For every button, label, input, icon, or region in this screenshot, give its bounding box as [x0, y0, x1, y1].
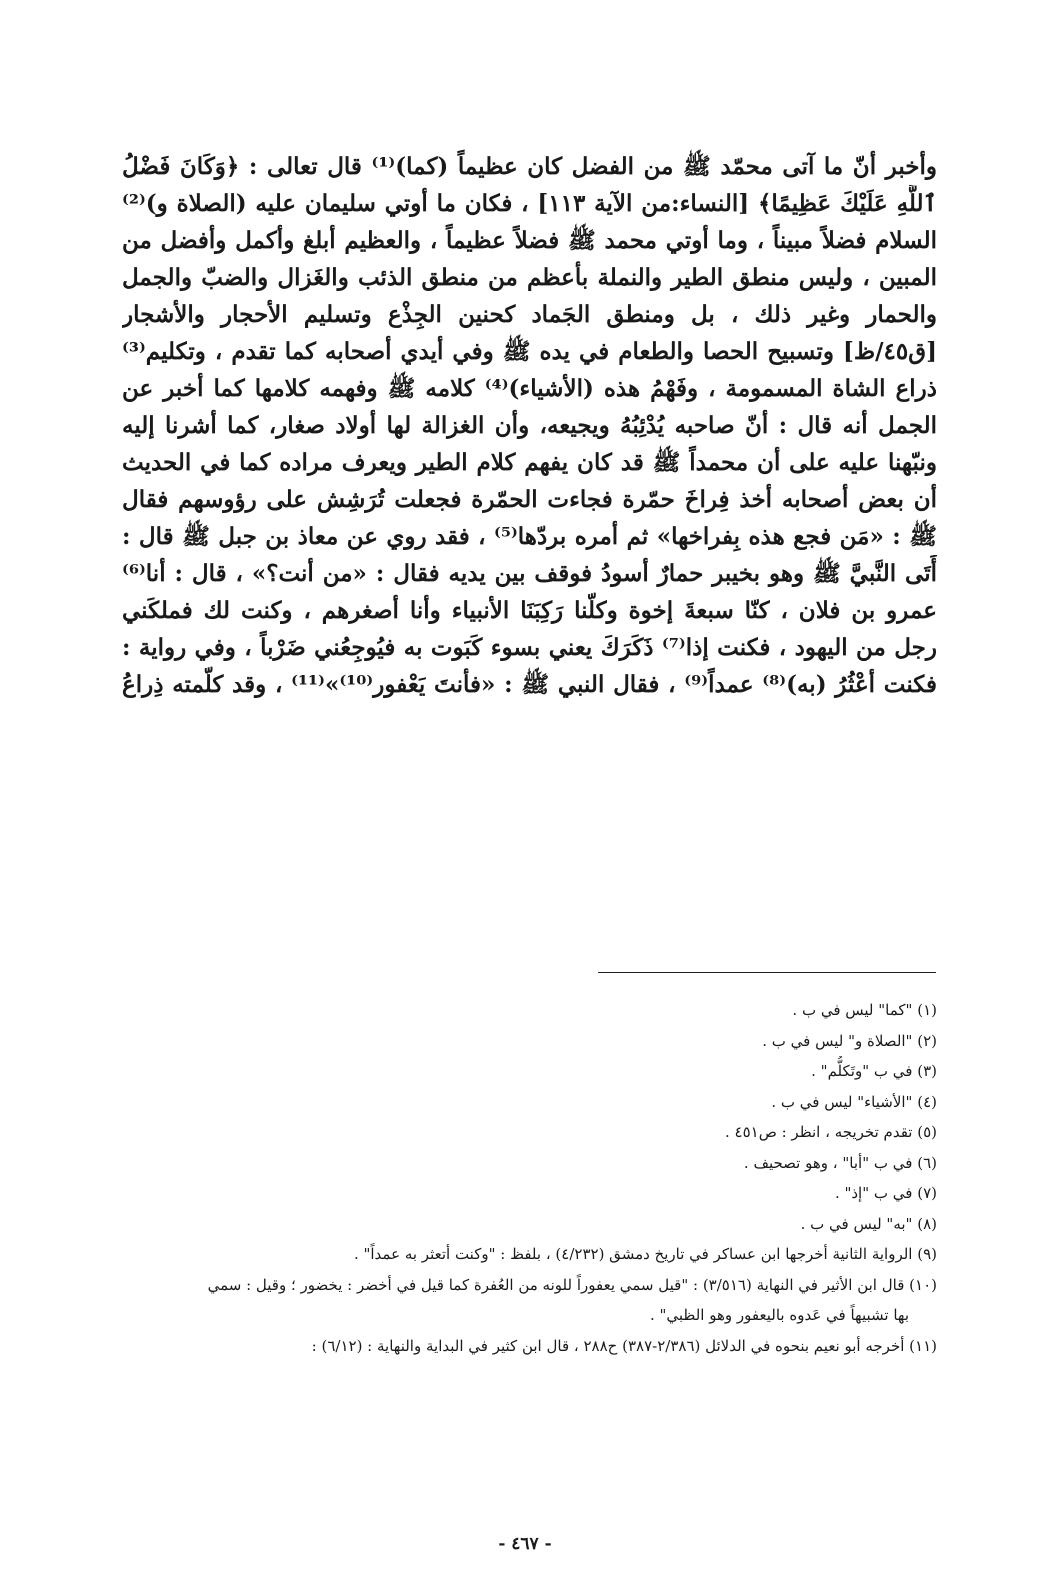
main-text-line: والحمار وغير ذلك ، بل ومنطق الجَماد كحنين الجِذْع وتسليم الأحجار والأشجار	[122, 301, 937, 328]
main-text-line: وأخبر أنّ ما آتى محمّد ﷺ من الفضل كان عظيماً (كما)⁽¹⁾ قال تعالى : ﴿وَكَانَ فَضْلُ	[122, 153, 937, 180]
footnote: (٩) الرواية الثانية أخرجها ابن عساكر في تاريخ دمشق (٤/٢٣٢) ، بلفظ : "وكنت أتعثر به عمداً" .	[353, 1245, 937, 1263]
footnote-divider	[598, 972, 936, 973]
footnote: (١) "كما" ليس في ب .	[792, 1001, 937, 1019]
main-text-line: رجل من اليهود ، فكنت إذا⁽⁷⁾ ذَكَرَكَ يعني بسوء كَبَوت به فيُوجِعُني ضَرْباً ، وفي رواية :	[122, 634, 937, 661]
footnote: (٢) "الصلاة و" ليس في ب .	[762, 1031, 937, 1050]
footnote: (١١) أخرجه أبو نعيم بنحوه في الدلائل (٢/٣٨٦-٣٨٧) ح٢٨٨ ، قال ابن كثير في البداية والنهاية : (٦/١٢) :	[311, 1336, 937, 1355]
main-text-line: المبين ، وليس منطق الطير والنملة بأعظم من منطق الذئب والغَزال والضبّ والجمل	[122, 264, 937, 291]
footnote: (٨) "به" ليس في ب .	[800, 1214, 937, 1233]
footnote: (٣) في ب "وتَكلُّم" .	[811, 1062, 937, 1080]
main-text-block	[122, 148, 937, 703]
footnote: (٥) تقدم تخريجه ، انظر : ص٤٥١ .	[724, 1123, 937, 1141]
main-text-line: الجمل أنه قال : أنّ صاحبه يُدْئِبُهُ ويجيعه، وأن الغزالة لها أولاد صغار، كما أشرنا إليه	[122, 412, 937, 439]
footnote: (١٠) قال ابن الأثير في النهاية (٣/٥١٦) : "قيل سمي يعفوراً للونه من العُفرة كما قيل في أخضر : يخضور ؛ وقيل : سمي	[207, 1275, 937, 1294]
main-text-line: أَتَى النَّبيَّ ﷺ وهو بخيبر حمارٌ أسودُ فوقف بين يديه فقال : «من أنت؟» ، قال : أنا⁽⁶⁾	[122, 560, 937, 587]
footnote: (٤) "الأشياء" ليس في ب .	[771, 1092, 937, 1111]
main-text-line: ذراع الشاة المسمومة ، وفَهْمُ هذه (الأشياء)⁽⁴⁾ كلامه ﷺ وفهمه كلامها كما أخبر عن	[122, 375, 937, 402]
page-number: - ٤٦٧ -	[498, 1534, 552, 1554]
footnotes-block	[122, 995, 937, 1361]
main-text-line: السلام فضلاً مبيناً ، وما أوتي محمد ﷺ فضلاً عظيماً ، والعظيم أبلغ وأكمل وأفضل من	[122, 227, 937, 254]
footnote: (٧) في ب "إذ" .	[834, 1184, 937, 1202]
main-text-line: ونبّهنا عليه على أن محمداً ﷺ قد كان يفهم كلام الطير ويعرف مراده كما في الحديث	[122, 449, 937, 476]
footnote-continuation: بها تشبيهاً في عَدوه باليعفور وهو الظبي" .	[649, 1306, 909, 1324]
main-text-line: فكنت أعْثُرُ (به)⁽⁸⁾ عمداً⁽⁹⁾ ، فقال النبي ﷺ : «فأنتَ يَعْفور⁽¹⁰⁾»⁽¹¹⁾ ، وقد كلّمته ذِراعُ	[122, 671, 937, 698]
footnote: (٦) في ب "أبا" ، وهو تصحيف .	[743, 1153, 937, 1172]
main-text-line: عمرو بن فلان ، كنّا سبعةَ إخوة وكلّنا رَكِبَنَا الأنبياء وأنا أصغرهم ، وكنت لك فملكَني	[122, 597, 937, 624]
main-text-line: أن بعض أصحابه أخذ فِراخَ حمّرة فجاءت الحمّرة فجعلت تُرَشِش على رؤوسهم فقال	[122, 486, 937, 513]
main-text-line: ﷺ : «مَن فجع هذه بِفراخها» ثم أمره بردّها⁽⁵⁾ ، فقد روي عن معاذ بن جبل ﷺ قال :	[122, 523, 937, 550]
main-text-line: ٱللَّهِ عَلَيْكَ عَظِيمًا﴾ [النساء:من الآية ١١٣] ، فكان ما أوتي سليمان عليه (الصلاة و)⁽²⁾	[122, 190, 937, 217]
main-text-line: [ق٤٥/ظ] وتسبيح الحصا والطعام في يده ﷺ وفي أيدي أصحابه كما تقدم ، وتكليم⁽³⁾	[122, 338, 937, 365]
